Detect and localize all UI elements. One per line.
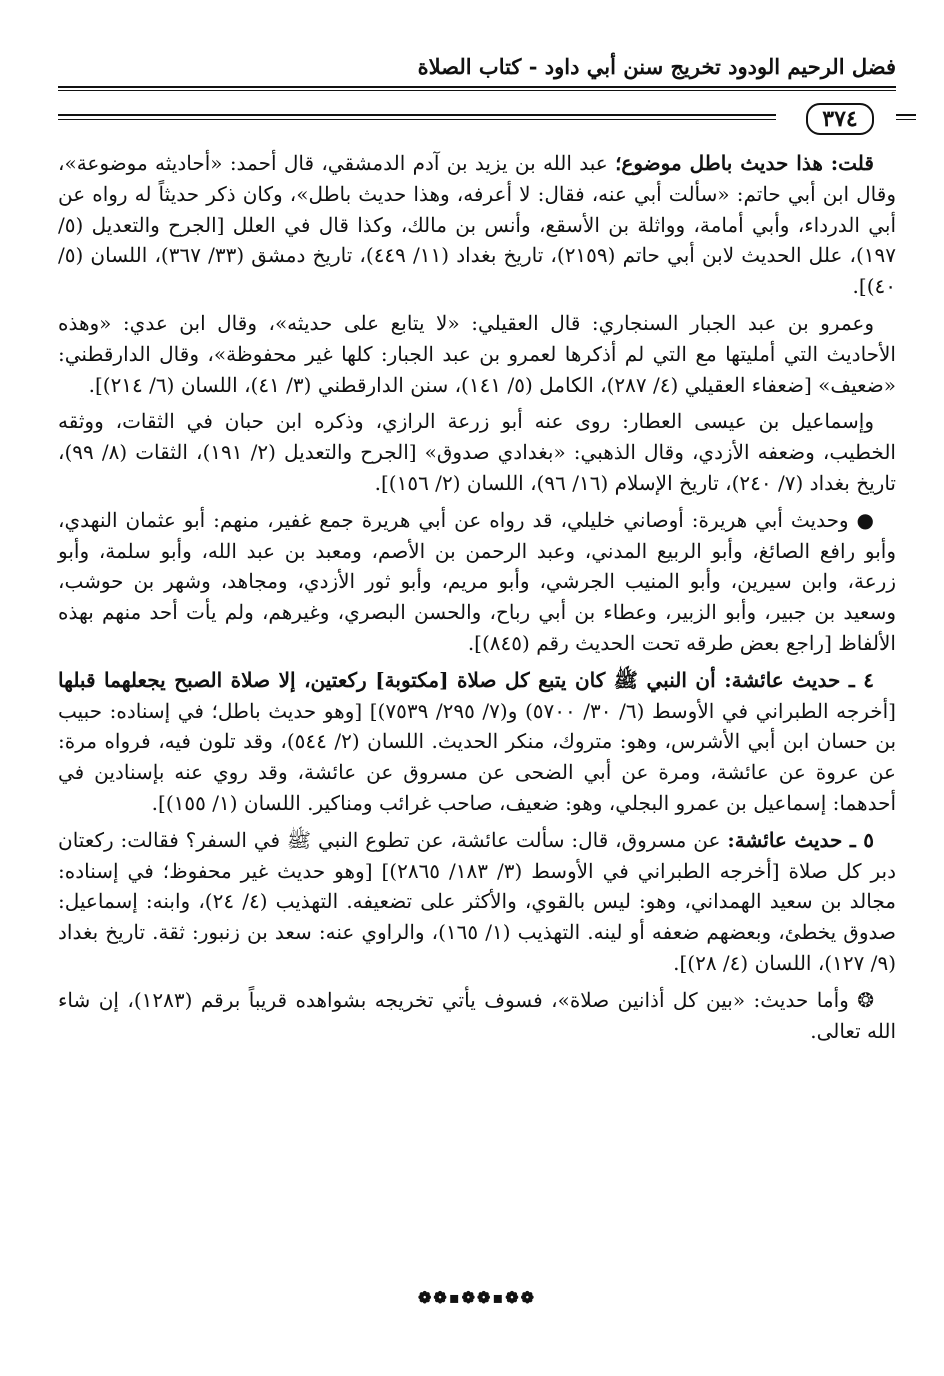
paragraph xyxy=(58,665,896,819)
page-number-rule-left xyxy=(58,114,776,116)
paragraph-bold-lead: ٤ ـ حديث عائشة: أن النبي ﷺ كان يتبع كل صلاة [مكتوبة] ركعتين، إلا صلاة الصبح يجعلهما قبلها xyxy=(58,667,874,692)
paragraph xyxy=(58,985,896,1047)
paragraph xyxy=(58,505,896,659)
page-header xyxy=(58,48,896,132)
paragraph-text: [أخرجه الطبراني في الأوسط (٦/ ٣٠/ ٥٧٠٠) و(٧/ ٢٩٥/ ٧٥٣٩)] [وهو حديث باطل؛ في إسناده: حبيب بن حسان ابن أبي الأشرس، وهو: متروك، منكر الحديث. اللسان (٢/ ٥٤٤)، وقد تلون فيه، فرواه مرة: عن عروة عن عائشة، ومرة عن أبي الضحى عن مسروق عن عائشة، وقد روي عنه بإسنادين في أحدهما: إسماعيل بن عمرو البجلي، وهو: ضعيف، صاحب غرائب ومناكير. اللسان (١/ ١٥٥)]. xyxy=(58,698,897,815)
paragraph-text: عبد الله بن يزيد بن آدم الدمشقي، قال أحمد: «أحاديثه موضوعة»، وقال ابن أبي حاتم: «سألت أبي عنه، فقال: لا أعرفه، وهذا حديث باطل»، وكان ذكر حديثاً له رواه عن أبي الدرداء، وأبي أمامة، وواثلة بن الأسقع، وأنس بن مالك، وكذا قال في العلل [الجرح والتعديل (٥/ ١٩٧)، علل الحديث لابن أبي حاتم (٢١٥٩)، تاريخ بغداد (١١/ ٤٤٩)، تاريخ دمشق (٣٣/ ٣٦٧)، اللسان (٥/ ٤٠)]. xyxy=(58,151,896,299)
paragraph-bold-lead: ٥ ـ حديث عائشة: xyxy=(727,827,874,852)
document-page xyxy=(58,48,896,1348)
page-number-frame xyxy=(784,104,896,134)
footer-ornament: ❁❁▪❁❁▪❁❁ xyxy=(417,1288,537,1307)
paragraph xyxy=(58,308,896,400)
paragraph xyxy=(58,825,896,979)
paragraph-text: ● وحديث أبي هريرة: أوصاني خليلي، قد رواه عن أبي هريرة جمع غفير، منهم: أبو عثمان النهدي، وأبو رافع الصائغ، وأبو الربيع المدني، وعبد الرحمن بن الأصم، ومعبد بن عبد الله، وأبو سلمة، وأبو زرعة، وابن سيرين، وأبو المنيب الجرشي، وأبو مريم، وأبو ثور الأزدي، ومجاهد، وشهر بن حوشب، وسعيد بن جبير، وأبو الزبير، وعطاء بن أبي رباح، والحسن البصري، وغيرهم، ولم يأت أحد منهم بهذه الألفاظ [راجع بعض طرقه تحت الحديث رقم (٨٤٥)]. xyxy=(58,507,896,655)
page-number: ٣٧٤ xyxy=(806,103,873,135)
header-rule xyxy=(58,86,896,88)
paragraph-bold-lead: قلت: هذا حديث باطل موضوع؛ xyxy=(615,151,874,175)
paragraph-text: وعمرو بن عبد الجبار السنجاري: قال العقيلي: «لا يتابع على حديثه»، وقال ابن عدي: «وهذه الأحاديث التي أمليتها مع التي لم أذكرها لعمرو بن عبد الجبار: كلها غير محفوظة»، وقال الدارقطني: «ضعيف» [ضعفاء العقيلي (٤/ ٢٨٧)، الكامل (٥/ ١٤١)، سنن الدارقطني (٣/ ٤١)، اللسان (٦/ ٢١٤)]. xyxy=(58,310,896,397)
paragraph-text: عن مسروق، قال: سألت عائشة، عن تطوع النبي ﷺ في السفر؟ فقالت: ركعتان دبر كل صلاة [أخرجه الطبراني في الأوسط (٣/ ١٨٣/ ٢٨٦٥)] [وهو حديث غير محفوظ؛ في إسناده: مجالد بن سعيد الهمداني، وهو: ليس بالقوي، والأكثر على تضعيفه. التهذيب (٤/ ٢٤)، وابنه: إسماعيل: صدوق يخطئ، وبعضهم ضعفه أو لينه. التهذيب (١/ ١٦٥)، والراوي عنه: سعد بن زنبور: ثقة. تاريخ بغداد (٩/ ١٢٧)، اللسان (٤/ ٢٨)]. xyxy=(58,827,896,975)
paragraph xyxy=(58,406,896,498)
paragraph xyxy=(58,148,896,302)
paragraph-text: وإسماعيل بن عيسى العطار: روى عنه أبو زرعة الرازي، وذكره ابن حبان في الثقات، ووثقه الخطيب، وضعفه الأزدي، وقال الذهبي: «بغدادي صدوق» [الجرح والتعديل (٢/ ١٩١)، الثقات (٨/ ٩٩)، تاريخ بغداد (٧/ ٢٤٠)، تاريخ الإسلام (١٦/ ٩٦)، اللسان (٢/ ١٥٦)]. xyxy=(58,409,896,495)
paragraph-text: ❂ وأما حديث: «بين كل أذانين صلاة»، فسوف يأتي تخريجه بشواهده قريباً برقم (١٢٨٣)، إن شاء الله تعالى. xyxy=(58,987,896,1043)
page-number-rule-left-thin xyxy=(58,119,776,120)
running-title: فضل الرحيم الودود تخريج سنن أبي داود - كتاب الصلاة xyxy=(417,54,896,79)
header-rule-thin xyxy=(58,90,896,91)
main-text xyxy=(58,148,896,1052)
